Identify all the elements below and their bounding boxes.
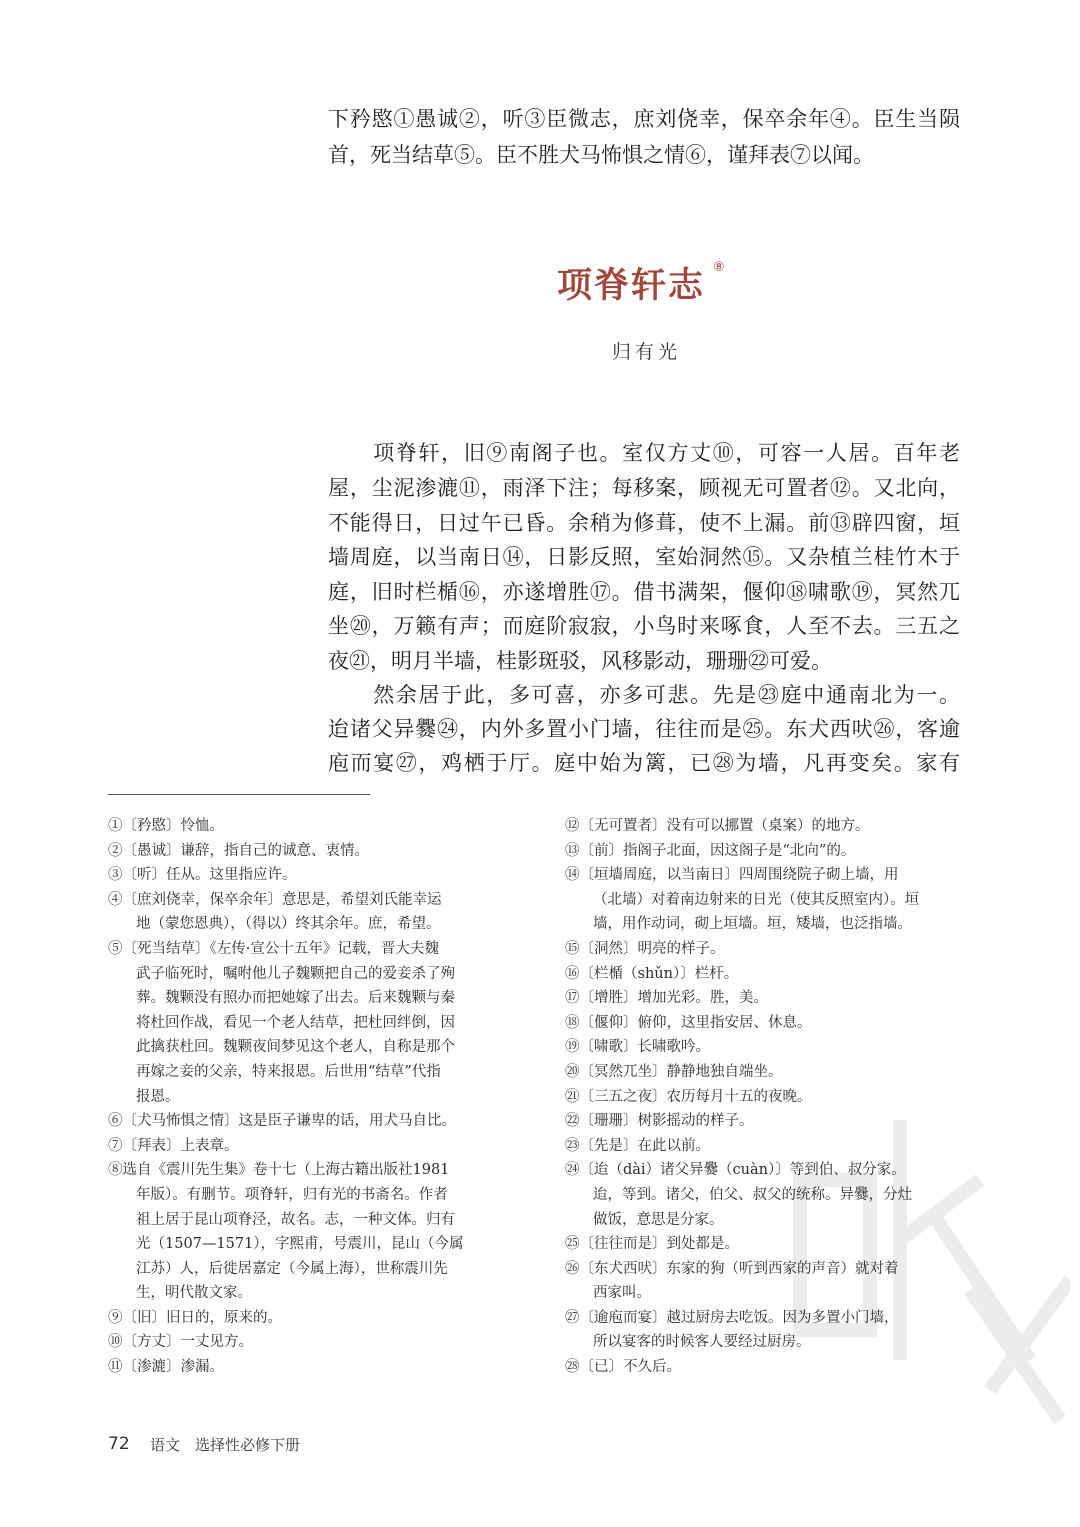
body-line: 庭，旧时栏楯⑯，亦遂增胜⑰。借书满架，偃仰⑱啸歌⑲，冥然兀	[328, 580, 960, 604]
footnote-line: ②〔愚诚〕谦辞，指自己的诚意、衷情。	[108, 842, 369, 859]
footnote-line: ㉑〔三五之夜〕农历每月十五的夜晚。	[565, 1088, 812, 1105]
footnote-line: 迨，等到。诸父，伯父、叔父的统称。异爨，分灶	[593, 1186, 912, 1203]
body-line: 坐⑳，万籁有声；而庭阶寂寂，小鸟时来啄食，人至不去。三五之	[328, 614, 960, 638]
footnote-line: 再嫁之妾的父亲，特来报恩。后世用“结草”代指	[136, 1063, 441, 1080]
body-line: 夜㉑，明月半墙，桂影斑驳，风移影动，珊珊㉒可爱。	[328, 649, 832, 673]
footnote-line: ③〔听〕任从。这里指应许。	[108, 867, 297, 884]
footnote-line: 此擒获杜回。魏颗夜间梦见这个老人，自称是那个	[136, 1039, 455, 1056]
footnote-line: ㉘〔已〕不久后。	[565, 1359, 681, 1376]
page-number: 72	[108, 1434, 130, 1454]
footnote-line: 葬。魏颗没有照办而把她嫁了出去。后来魏颗与秦	[136, 990, 455, 1007]
footnote-line: ⑫〔无可置者〕没有可以挪置（桌案）的地方。	[565, 818, 870, 834]
body-line: 屋，尘泥渗漉⑪，雨泽下注；每移案，顾视无可置者⑫。又北向，	[328, 476, 960, 500]
footnote-line: ㉓〔先是〕在此以前。	[565, 1137, 710, 1154]
footnote-line: ㉗〔逾庖而宴〕越过厨房去吃饭。因为多置小门墙，	[565, 1309, 899, 1326]
body-line: 庖而宴㉗，鸡栖于厅。庭中始为篱，已㉘为墙，凡再变矣。家有	[328, 751, 960, 775]
footnote-line: ④〔庶刘侥幸，保卒余年〕意思是，希望刘氏能幸运	[108, 891, 442, 908]
footnote-line: 报恩。	[136, 1088, 180, 1105]
top-line: 下矜愍①愚诚②，听③臣微志，庶刘侥幸，保卒余年④。臣生当陨	[328, 107, 960, 131]
footnote-line: 祖上居于昆山项脊泾，故名。志，一种文体。归有	[136, 1211, 455, 1228]
footnote-line: ⑧选自《震川先生集》卷十七（上海古籍出版社1981	[108, 1162, 450, 1179]
body-line: 然余居于此，多可喜，亦多可悲。先是㉓庭中通南北为一。	[328, 683, 960, 707]
essay-title: 项脊轩志	[557, 265, 706, 306]
footnote-line: 武子临死时，嘱咐他儿子魏颗把自己的爱妾杀了殉	[136, 965, 455, 982]
footnote-line: 做饭，意思是分家。	[593, 1211, 724, 1228]
footnote-divider	[108, 794, 370, 795]
body-line: 项脊轩，旧⑨南阁子也。室仅方丈⑩，可容一人居。百年老	[328, 441, 960, 465]
footnote-line: ⑲〔啸歌〕长啸歌吟。	[565, 1039, 710, 1056]
top-line: 首，死当结草⑤。臣不胜犬马怖惧之情⑥，谨拜表⑦以闻。	[328, 143, 874, 167]
footnote-line: ⑥〔犬马怖惧之情〕这是臣子谦卑的话，用犬马自比。	[108, 1113, 456, 1130]
footnote-line: ⑩〔方丈〕一丈见方。	[108, 1334, 253, 1351]
essay-author: 归有光	[612, 341, 682, 363]
footnote-line: ⑬〔前〕指阁子北面，因这阁子是“北向”的。	[565, 842, 856, 859]
footnote-line: ㉖〔东犬西吠〕东家的狗（听到西家的声音）就对着	[565, 1260, 899, 1277]
body-line: 不能得日，日过午已昏。余稍为修葺，使不上漏。前⑬辟四窗，垣	[328, 511, 960, 535]
body-line: 墙周庭，以当南日⑭，日影反照，室始洞然⑮。又杂植兰桂竹木于	[328, 545, 960, 569]
book-title: 语文 选择性必修下册	[150, 1436, 301, 1454]
footnote-line: ⑮〔洞然〕明亮的样子。	[565, 940, 725, 957]
footnote-line: ⑨〔旧〕旧日的，原来的。	[108, 1309, 282, 1326]
footnote-line: ㉔〔迨（dài）诸父异爨（cuàn）〕等到伯、叔分家。	[565, 1162, 906, 1179]
footnote-line: （北墙）对着南边射来的日光（使其反照室内）。垣	[593, 891, 920, 908]
footnote-line: ⑪〔渗漉〕渗漏。	[108, 1359, 224, 1376]
footnote-line: 墙，用作动词，砌上垣墙。垣，矮墙，也泛指墙。	[593, 916, 912, 933]
title-note-mark: ⑧	[713, 260, 725, 275]
footnote-line: ⑱〔偃仰〕俯仰，这里指安居、休息。	[565, 1014, 812, 1031]
footnote-line: ⑭〔垣墙周庭，以当南日〕四周围绕院子砌上墙，用	[565, 867, 899, 884]
footnote-line: 所以宴客的时候客人要经过厨房。	[593, 1334, 811, 1351]
body-line: 迨诸父异爨㉔，内外多置小门墙，往往而是㉕。东犬西吠㉖，客逾	[328, 717, 960, 741]
footnote-line: 年版）。有删节。项脊轩，归有光的书斋名。作者	[136, 1186, 448, 1203]
footnote-line: ㉕〔往往而是〕到处都是。	[565, 1236, 739, 1253]
footnote-line: ⑦〔拜表〕上表章。	[108, 1137, 239, 1154]
footnote-line: 生，明代散文家。	[136, 1285, 252, 1302]
footnote-line: ⑳〔冥然兀坐〕静静地独自端坐。	[565, 1063, 783, 1080]
footnote-line: 光（1507—1571），字熙甫，号震川，昆山（今属	[136, 1236, 464, 1253]
footnote-line: ⑰〔增胜〕增加光彩。胜，美。	[565, 990, 768, 1007]
footnote-line: ⑯〔栏楯（shǔn）〕栏杆。	[565, 965, 739, 982]
footnote-line: ㉒〔珊珊〕树影摇动的样子。	[565, 1113, 754, 1130]
footnote-line: 将杜回作战，看见一个老人结草，把杜回绊倒，因	[136, 1014, 455, 1031]
footnote-line: 地（蒙您恩典），（得以）终其余年。庶，希望。	[136, 916, 441, 933]
footnote-line: ①〔矜愍〕怜恤。	[108, 818, 224, 834]
footnote-line: 江苏）人，后徙居嘉定（今属上海），世称震川先	[136, 1260, 448, 1277]
footnotes-left-column	[108, 814, 500, 1380]
footnote-line: ⑤〔死当结草〕《左传·宣公十五年》记载，晋大夫魏	[108, 940, 439, 957]
footnote-line: 西家叫。	[593, 1285, 651, 1302]
footnotes-right-column	[565, 814, 960, 1380]
